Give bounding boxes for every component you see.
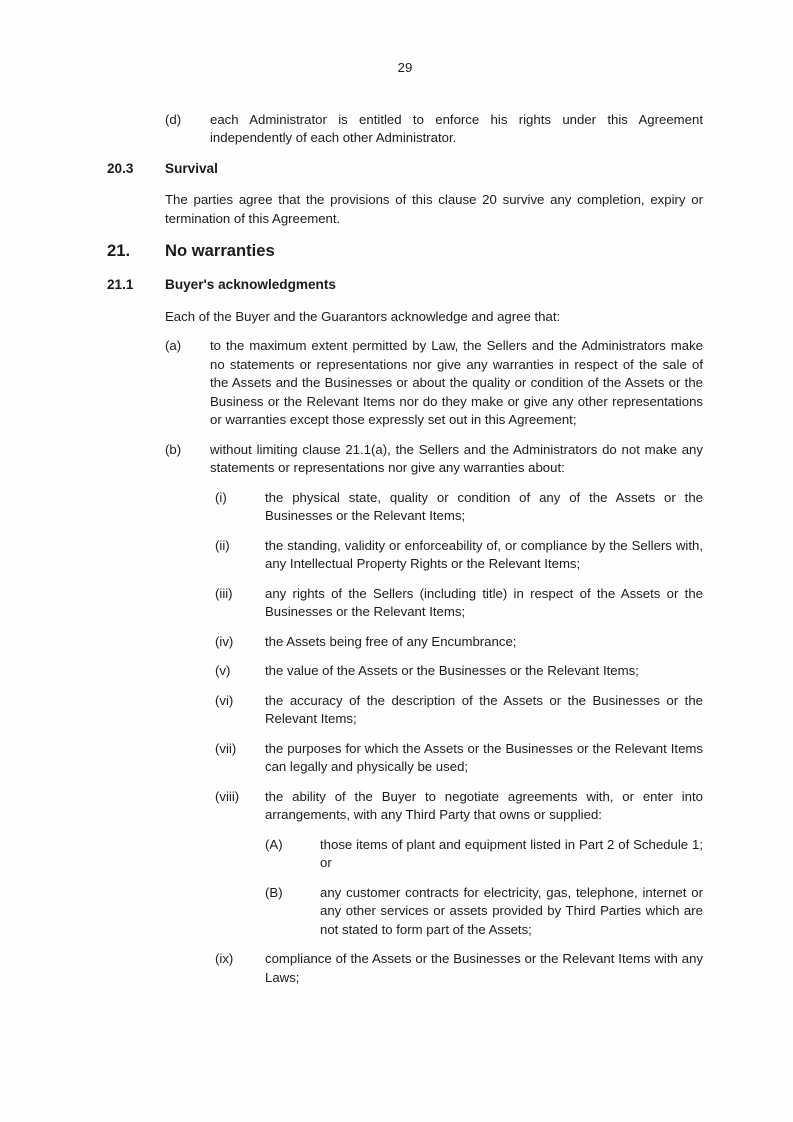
subclause-label-vii: (vii) bbox=[215, 740, 237, 756]
subclause-item-v bbox=[215, 662, 703, 681]
clause-text-d: each Administrator is entitled to enforce his rights under this Agreement independently of each other Administrator. bbox=[210, 111, 703, 145]
clause-text-b: without limiting clause 21.1(a), the Sellers and the Administrators do not make any statements or representations nor give any warranties about: bbox=[210, 441, 703, 475]
subclause-text-iv: the Assets being free of any Encumbrance; bbox=[265, 633, 517, 649]
clause-item-b bbox=[165, 441, 703, 478]
subclause-label-iii: (iii) bbox=[215, 585, 233, 601]
subclause-text-v: the value of the Assets or the Businesses or the Relevant Items; bbox=[265, 663, 639, 678]
subclause-item-iii bbox=[215, 585, 703, 622]
subclause-text-viii: the ability of the Buyer to negotiate agreements with, or enter into arrangements, with any Third Party that owns or supplied: bbox=[265, 788, 703, 822]
section-number-21: 21. bbox=[107, 241, 131, 260]
subsubclause-label-A: (A) bbox=[265, 836, 283, 852]
subclause-item-vi bbox=[215, 692, 703, 729]
page-number: 29 bbox=[397, 60, 413, 75]
subclause-text-vi: the accuracy of the description of the Assets or the Businesses or the Relevant Items; bbox=[265, 692, 703, 726]
section-number-21-1: 21.1 bbox=[107, 277, 134, 292]
paragraph-intro: Each of the Buyer and the Guarantors acknowledge and agree that: bbox=[165, 308, 561, 324]
subclause-label-iv: (iv) bbox=[215, 633, 234, 649]
subclause-item-ix bbox=[215, 950, 703, 987]
section-title-21: No warranties bbox=[165, 241, 275, 260]
subsubclause-text-A: those items of plant and equipment listed in Part 2 of Schedule 1; or bbox=[320, 836, 703, 870]
subclause-text-iii: any rights of the Sellers (including title) in respect of the Assets or the Businesses or the Relevant Items; bbox=[265, 585, 703, 619]
clause-label-a: (a) bbox=[165, 338, 182, 353]
subclause-item-iv bbox=[215, 633, 703, 652]
subclause-item-vii bbox=[215, 740, 703, 777]
paragraph-survival: The parties agree that the provisions of this clause 20 survive any completion, expiry or termination of this Agreement. bbox=[165, 192, 703, 226]
subclause-label-ix: (ix) bbox=[215, 951, 234, 966]
subclause-item-ii bbox=[215, 537, 703, 574]
clause-text-a: to the maximum extent permitted by Law, the Sellers and the Administrators make no statements or representations nor give any warranties in respect of the sale of the Assets and the Businesses or about the quality or condition of the Assets or the Business or the Relevant Items nor do they make or give any other representations or warranties except those expressly set out in this Agreement; bbox=[210, 338, 703, 427]
subclause-text-ix: compliance of the Assets or the Businesses or the Relevant Items with any Laws; bbox=[265, 951, 703, 985]
subclause-label-viii: (viii) bbox=[215, 788, 240, 804]
subclause-item-i bbox=[215, 489, 703, 526]
subclause-label-i: (i) bbox=[215, 489, 227, 505]
section-number-20-3: 20.3 bbox=[107, 160, 134, 176]
section-heading-21-1 bbox=[107, 276, 703, 295]
section-heading-20-3 bbox=[107, 160, 703, 179]
subclause-text-ii: the standing, validity or enforceability of, or compliance by the Sellers with, any Intellectual Property Rights or the Relevant Items; bbox=[265, 537, 703, 571]
subclause-text-i: the physical state, quality or condition of any of the Assets or the Businesses or the Relevant Items; bbox=[265, 489, 703, 523]
subsubclause-text-B: any customer contracts for electricity, gas, telephone, internet or any other services or assets provided by Third Parties which are not stated to form part of the Assets; bbox=[320, 884, 703, 937]
clause-item-d bbox=[165, 111, 703, 148]
subsubclause-item-B bbox=[265, 884, 703, 940]
section-heading-21 bbox=[107, 240, 703, 262]
subclause-text-vii: the purposes for which the Assets or the Businesses or the Relevant Items can legally and physically be used; bbox=[265, 740, 703, 774]
subclause-label-vi: (vi) bbox=[215, 692, 234, 708]
section-title-21-1: Buyer's acknowledgments bbox=[165, 277, 336, 292]
subclause-label-ii: (ii) bbox=[215, 537, 230, 553]
subclause-label-v: (v) bbox=[215, 663, 231, 678]
section-title-20-3: Survival bbox=[165, 160, 218, 176]
subsubclause-label-B: (B) bbox=[265, 884, 283, 900]
clause-label-b: (b) bbox=[165, 441, 182, 457]
clause-label-d: (d) bbox=[165, 111, 182, 127]
subclause-item-viii bbox=[215, 788, 703, 825]
clause-item-a bbox=[165, 337, 703, 430]
subsubclause-item-A bbox=[265, 836, 703, 873]
